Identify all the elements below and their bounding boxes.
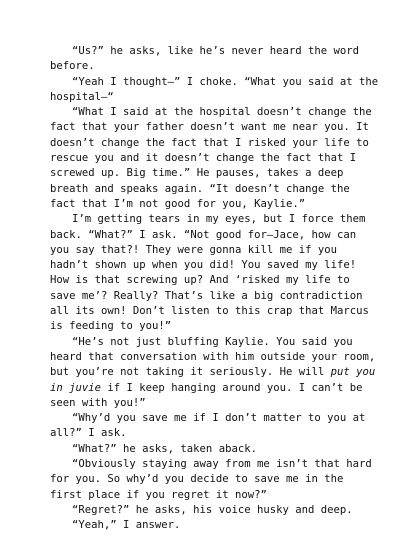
paragraph-text: if I keep hanging around you. I can’t be seen with you!” (50, 381, 363, 409)
paragraph-8 (50, 457, 380, 503)
paragraph-10 (50, 518, 380, 533)
document-page (50, 44, 380, 534)
paragraph-text: “Regret?” he asks, his voice husky and deep. (72, 503, 353, 516)
paragraph-4 (50, 212, 380, 334)
paragraph-3 (50, 105, 380, 212)
paragraph-6 (50, 411, 380, 442)
paragraph-italic-text: put you in juvie (50, 366, 376, 394)
paragraph-7 (50, 442, 380, 457)
paragraph-text: “Us?” he asks, like he’s never heard the word before. (50, 45, 360, 73)
paragraph-text: “Obviously staying away from me isn’t that hard for you. So why’d you decide to save me in the first place if you regret it now?” (50, 458, 372, 501)
paragraph-text: “What I said at the hospital doesn’t change the fact that your father doesn’t want me near you. It doesn’t change the fact that I risked your life to rescue you and it doesn’t change the fact that I screwed up. Big time.” He pauses, takes a deep breath and speaks again. “It doesn’t change the fact that I’m not good for you, Kaylie.” (50, 106, 372, 210)
paragraph-text: “He’s not just bluffing Kaylie. You said you heard that conversation with him outside your room, but you’re not taking it seriously. He will (50, 335, 376, 379)
paragraph-1 (50, 44, 380, 75)
paragraph-text: “What?” he asks, taken aback. (72, 442, 257, 455)
paragraph-9 (50, 503, 380, 518)
paragraph-text: “Yeah,” I answer. (72, 519, 181, 532)
paragraph-text: I’m getting tears in my eyes, but I force them back. “What?” I ask. “Not good for—Jace, how can you say that?! They were gonna kill me if you hadn’t shown up when you did! You saved my life! How is that screwing up? And ‘risked my life to save me’? Really? That’s like a big contradiction all its own! Don’t listen to this crap that Marcus is feeding to you!” (50, 213, 369, 333)
paragraph-5 (50, 335, 380, 411)
paragraph-text: “Why’d you save me if I don’t matter to you at all?” I ask. (50, 412, 366, 440)
paragraph-text: “Yeah I thought—” I choke. “What you said at the hospital—“ (50, 75, 379, 103)
paragraph-2 (50, 75, 380, 106)
